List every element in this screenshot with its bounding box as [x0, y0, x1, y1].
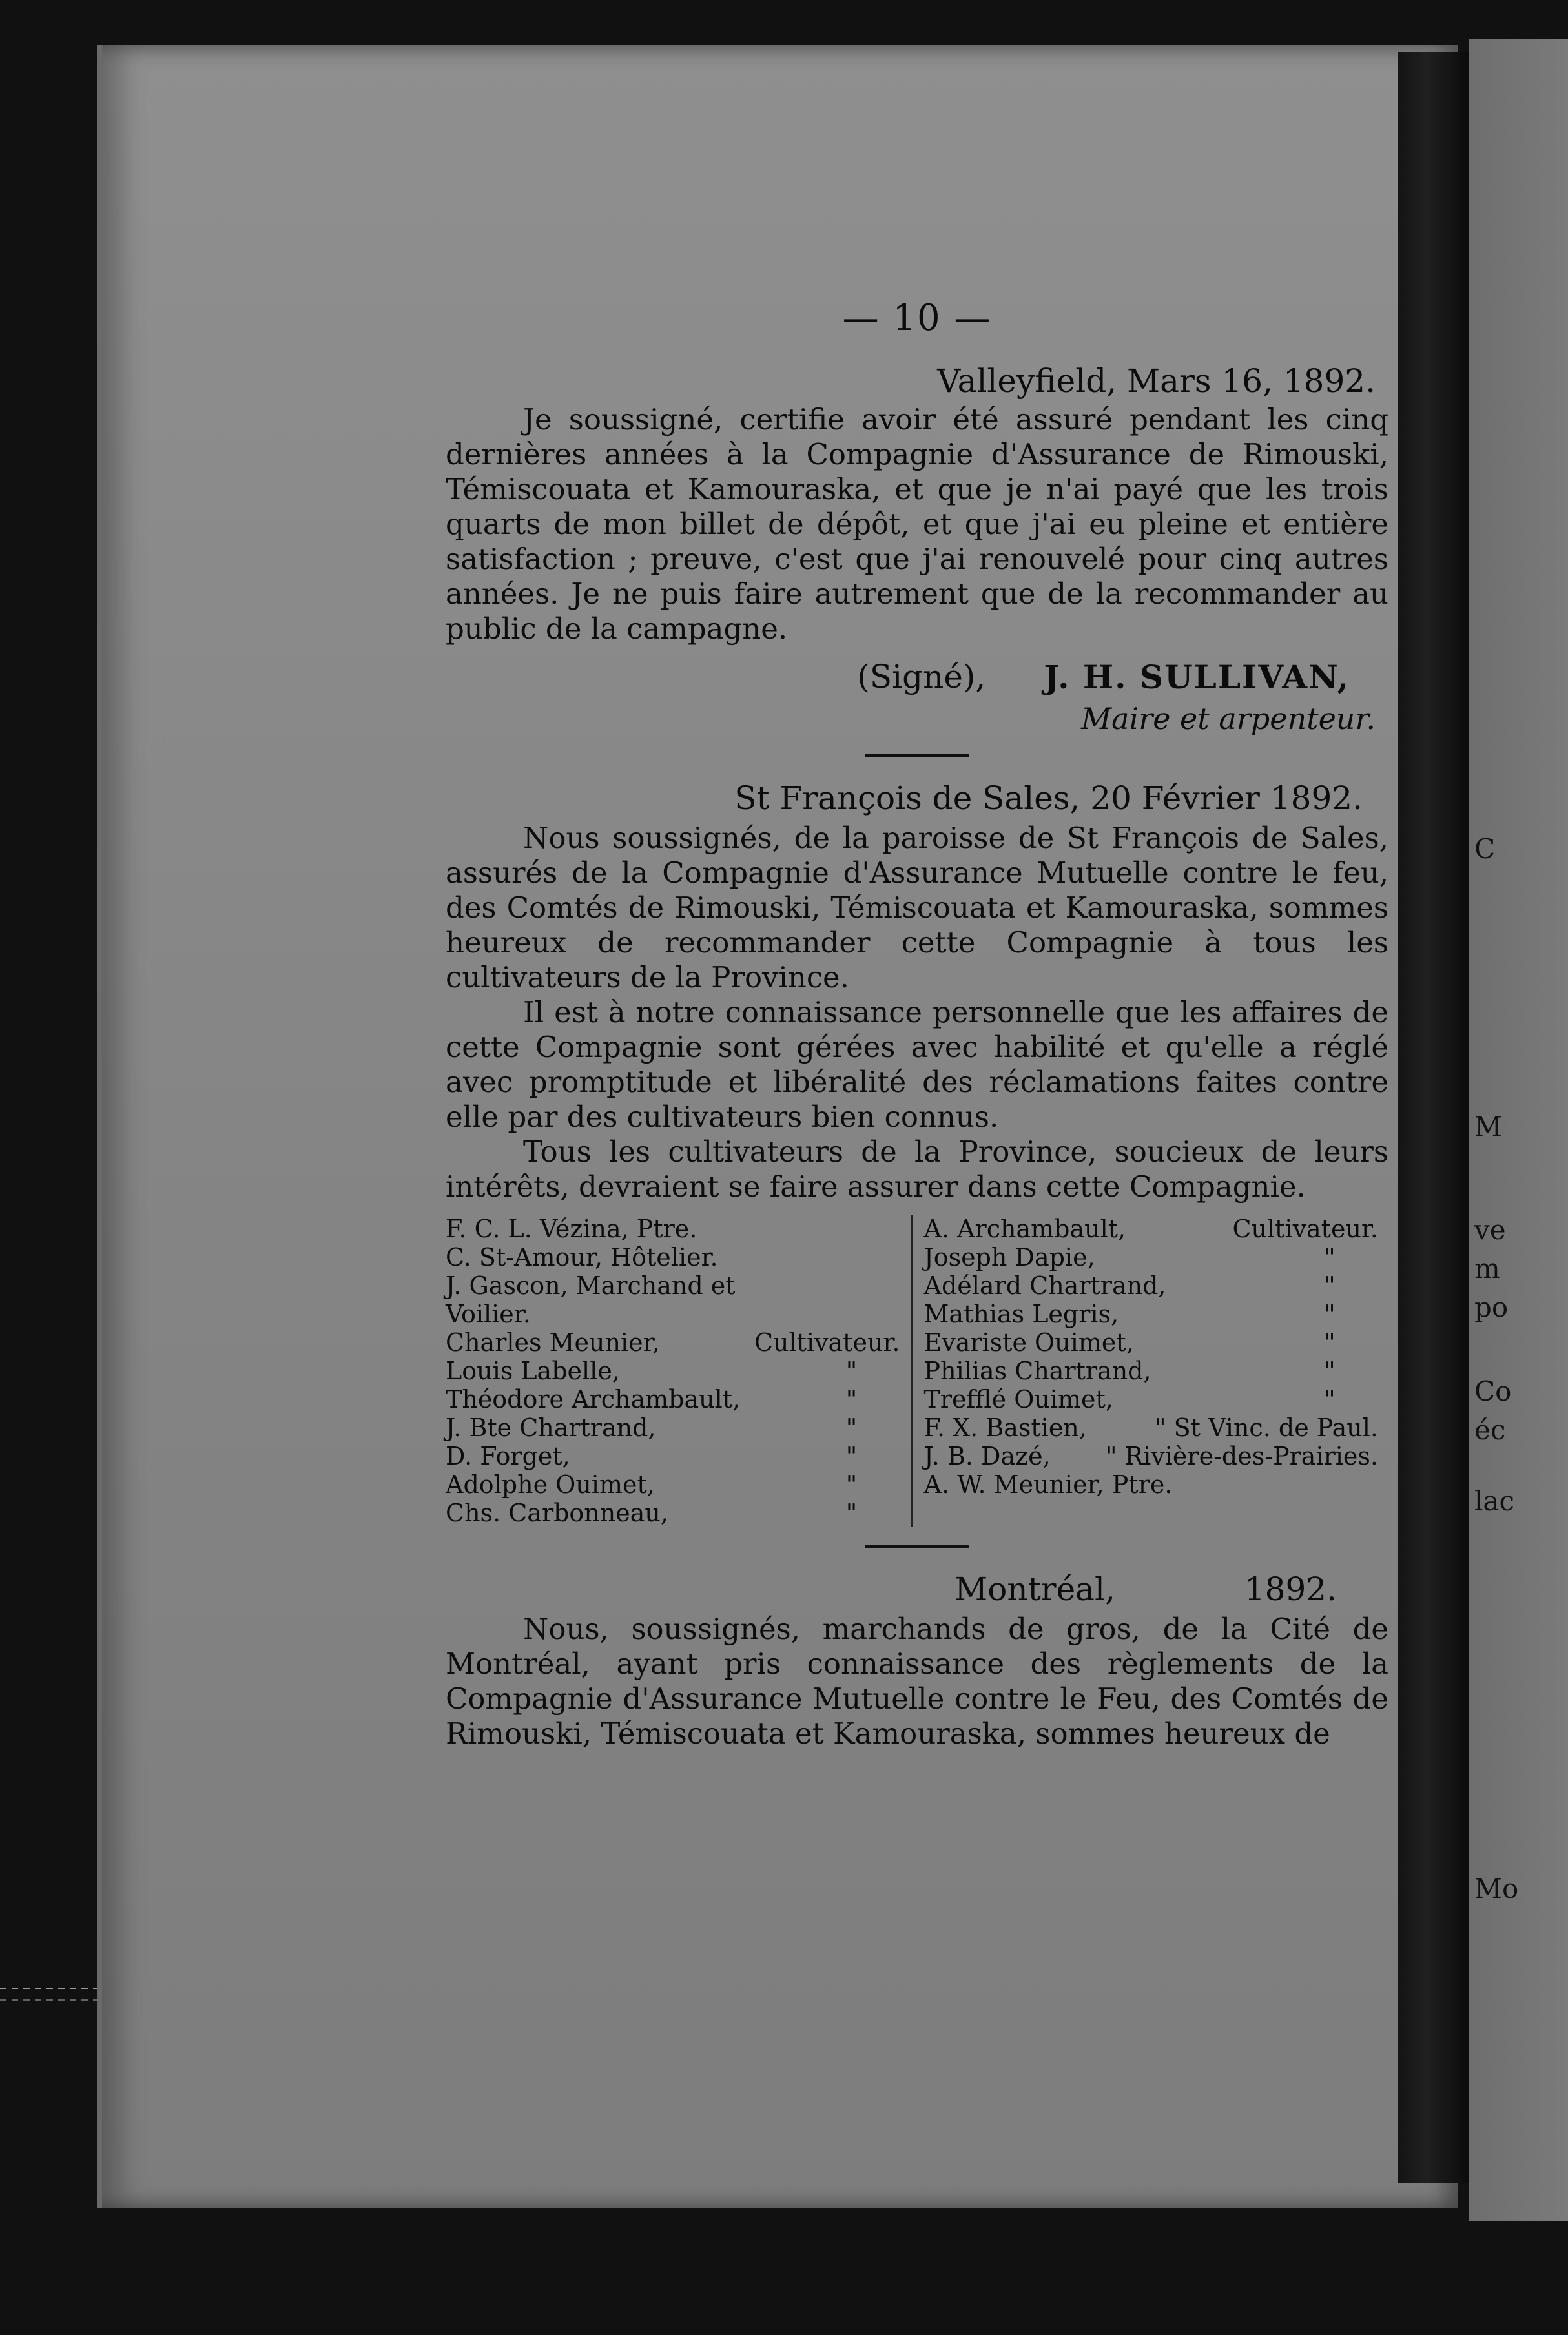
- signer-name: Théodore Archambault,: [446, 1385, 741, 1414]
- signer-row: [924, 1470, 1389, 1499]
- signer-row: [446, 1414, 911, 1442]
- signer-role: ": [845, 1357, 858, 1385]
- signer-role: Cultivateur.: [1232, 1215, 1378, 1243]
- signer-role: ": [845, 1385, 858, 1414]
- adjacent-page-fragment: po: [1474, 1291, 1509, 1323]
- signer-row: [924, 1300, 1389, 1328]
- page-content: [446, 297, 1388, 1751]
- signer-role: ": [1324, 1385, 1336, 1414]
- signer-row: [924, 1328, 1389, 1357]
- letter-paragraph: Nous soussignés, de la paroisse de St François de Sales, assurés de la Compagnie d'Assurance Mutuelle contre le feu, des Comtés de Rimouski, Témiscouata et Kamouraska, sommes heureux de recommander cette Compagnie à tous les cultivateurs de la Province.: [446, 821, 1388, 994]
- signer-role: ": [1324, 1271, 1336, 1300]
- signer-name: Evariste Ouimet,: [923, 1328, 1134, 1357]
- signers-column-right: [911, 1215, 1389, 1527]
- signer-row: [446, 1328, 911, 1357]
- section-divider: [865, 1545, 969, 1548]
- signer-role: ": [845, 1470, 858, 1499]
- letter-body: Nous, soussignés, marchands de gros, de la Cité de Montréal, ayant pris connaissance des règlements de la Compagnie d'Assurance Mutuelle contre le Feu, des Comtés de Rimouski, Témiscouata et Kamouraska, sommes heureux de: [446, 1612, 1388, 1751]
- signer-role: [803, 1271, 900, 1328]
- signer-name: Chs. Carbonneau,: [446, 1499, 668, 1527]
- signer-role: ": [845, 1499, 858, 1527]
- adjacent-page-fragment: C: [1474, 833, 1496, 865]
- signer-row: [924, 1215, 1389, 1243]
- signer-role: ": [1324, 1243, 1336, 1271]
- letter-paragraph: Il est à notre connaissance personnelle que les affaires de cette Compagnie sont gérées avec habilité et qu'elle a réglé avec promptitude et libéralité des réclamations faites contre elle par des cultivateurs bien connus.: [446, 995, 1388, 1134]
- signer-role: [803, 1243, 900, 1271]
- page-number: — 10 —: [842, 297, 992, 339]
- signer-role: ": [845, 1442, 858, 1470]
- adjacent-page-fragment: éc: [1474, 1414, 1506, 1446]
- signer-name: J. B. Dazé,: [923, 1442, 1051, 1470]
- book-spine: [1398, 52, 1469, 2183]
- signer-name: J. H. SULLIVAN,: [1044, 658, 1350, 696]
- adjacent-page-fragment: Mo: [1474, 1873, 1519, 1904]
- signer-name: J. Gascon, Marchand et Voilier.: [446, 1271, 736, 1328]
- signer-name: F. X. Bastien,: [923, 1414, 1087, 1442]
- signer-row: [924, 1385, 1389, 1414]
- signer-row: [446, 1385, 911, 1414]
- signer-row: [446, 1442, 911, 1470]
- signer-title: Maire et arpenteur.: [1080, 701, 1376, 736]
- signers-list: [446, 1215, 1388, 1527]
- signature-line: [446, 658, 1350, 696]
- signer-row: [924, 1414, 1389, 1442]
- section-divider: [865, 754, 969, 757]
- signer-row: [446, 1271, 911, 1328]
- dateline: St François de Sales, 20 Février 1892.: [734, 779, 1363, 817]
- letter-paragraph: Tous les cultivateurs de la Province, soucieux de leurs intérêts, devraient se faire assurer dans cette Compagnie.: [446, 1135, 1388, 1204]
- dateline-place: Montréal,: [954, 1570, 1115, 1608]
- signer-name: Mathias Legris,: [923, 1300, 1119, 1328]
- signer-name: C. St-Amour, Hôtelier.: [446, 1243, 718, 1271]
- dateline-year: 1892.: [1244, 1570, 1337, 1608]
- signer-row: [924, 1442, 1389, 1470]
- signer-row: [446, 1499, 911, 1527]
- signer-role: [803, 1215, 900, 1243]
- signer-role: ": [1324, 1357, 1336, 1385]
- signer-name: J. Bte Chartrand,: [446, 1414, 656, 1442]
- signed-label: (Signé),: [857, 658, 986, 695]
- adjacent-page-fragment: lac: [1474, 1485, 1514, 1517]
- signer-role: " Rivière-des-Prairies.: [1105, 1442, 1378, 1470]
- signer-name: Louis Labelle,: [446, 1357, 620, 1385]
- signer-row: [924, 1243, 1389, 1271]
- letter-st-francois: [446, 779, 1388, 1527]
- signer-name: A. Archambault,: [923, 1215, 1126, 1243]
- adjacent-page: [1469, 39, 1568, 2221]
- signers-column-left: [446, 1215, 911, 1527]
- signer-role: " St Vinc. de Paul.: [1155, 1414, 1378, 1442]
- signer-name: Joseph Dapie,: [923, 1243, 1095, 1271]
- adjacent-page-fragment: ve: [1474, 1214, 1506, 1246]
- signer-role: Cultivateur.: [754, 1328, 900, 1357]
- signer-name: Adélard Chartrand,: [923, 1271, 1166, 1300]
- signer-role: ": [1324, 1300, 1336, 1328]
- signer-role: ": [845, 1414, 858, 1442]
- adjacent-page-fragment: M: [1474, 1111, 1503, 1142]
- signer-name: Philias Chartrand,: [923, 1357, 1151, 1385]
- adjacent-page-fragment: Co: [1474, 1375, 1512, 1407]
- signer-name: A. W. Meunier, Ptre.: [923, 1470, 1173, 1499]
- signer-row: [924, 1357, 1389, 1385]
- signer-row: [924, 1271, 1389, 1300]
- letter-montreal: [446, 1570, 1388, 1751]
- signer-row: [446, 1243, 911, 1271]
- signer-name: D. Forget,: [446, 1442, 570, 1470]
- signer-row: [446, 1215, 911, 1243]
- signer-role: [1281, 1470, 1378, 1499]
- dateline: Valleyfield, Mars 16, 1892.: [937, 362, 1376, 400]
- adjacent-page-fragment: m: [1474, 1253, 1500, 1284]
- letter-valleyfield: [446, 362, 1388, 736]
- dateline: [446, 1570, 1337, 1608]
- signer-name: Trefflé Ouimet,: [923, 1385, 1113, 1414]
- signer-name: F. C. L. Vézina, Ptre.: [446, 1215, 697, 1243]
- signer-role: ": [1324, 1328, 1336, 1357]
- signer-name: Charles Meunier,: [446, 1328, 660, 1357]
- letter-body: Je soussigné, certifie avoir été assuré pendant les cinq dernières années à la Compagnie d'Assurance de Rimouski, Témiscouata et Kamouraska, et que je n'ai payé que les trois quarts de mon billet de dépôt, et que j'ai eu pleine et entière satisfaction ; preuve, c'est que j'ai renouvelé pour cinq autres années. Je ne puis faire autrement que de la recommander au public de la campagne.: [446, 402, 1388, 646]
- signer-name: Adolphe Ouimet,: [446, 1470, 655, 1499]
- signer-row: [446, 1470, 911, 1499]
- signer-row: [446, 1357, 911, 1385]
